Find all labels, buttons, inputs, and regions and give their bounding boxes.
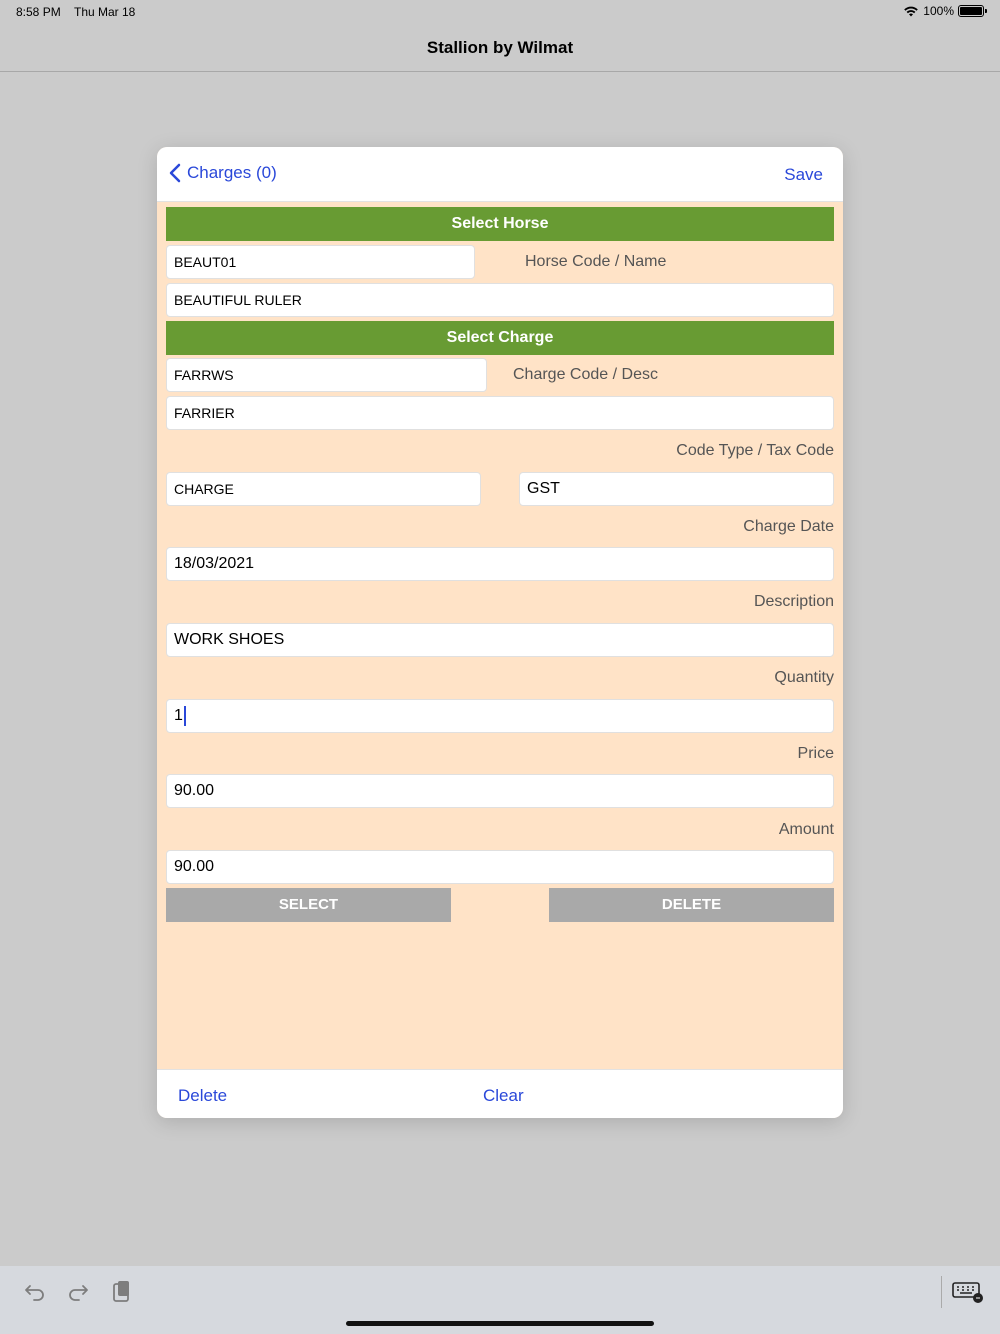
battery-percent: 100% bbox=[923, 4, 954, 18]
code-type-field[interactable]: CHARGE bbox=[166, 472, 481, 506]
wifi-icon bbox=[903, 5, 919, 17]
battery-icon bbox=[958, 5, 984, 17]
horse-code-field[interactable]: BEAUT01 bbox=[166, 245, 475, 279]
price-field[interactable]: 90.00 bbox=[166, 774, 834, 808]
status-bar bbox=[0, 0, 1000, 24]
modal-footer bbox=[157, 1069, 843, 1118]
charge-desc-field[interactable]: FARRIER bbox=[166, 396, 834, 430]
tax-code-field[interactable]: GST bbox=[519, 472, 834, 506]
chevron-left-icon bbox=[169, 163, 181, 183]
price-label: Price bbox=[797, 745, 834, 762]
charge-date-label: Charge Date bbox=[743, 518, 834, 535]
clear-button[interactable]: Clear bbox=[483, 1086, 524, 1105]
save-button[interactable]: Save bbox=[784, 165, 823, 184]
keyboard-icon[interactable] bbox=[952, 1278, 984, 1304]
status-time: 8:58 PM bbox=[16, 5, 61, 19]
quantity-field[interactable] bbox=[166, 699, 834, 733]
charge-code-label: Charge Code / Desc bbox=[513, 366, 658, 383]
select-horse-button[interactable]: Select Horse bbox=[166, 207, 834, 241]
charge-code-field[interactable]: FARRWS bbox=[166, 358, 487, 392]
horse-code-label: Horse Code / Name bbox=[525, 253, 667, 270]
horse-name-field[interactable]: BEAUTIFUL RULER bbox=[166, 283, 834, 317]
amount-label: Amount bbox=[778, 821, 834, 838]
description-field[interactable]: WORK SHOES bbox=[166, 623, 834, 657]
code-type-label: Code Type / Tax Code bbox=[676, 442, 834, 459]
status-indicators bbox=[903, 4, 984, 18]
app-title: Stallion by Wilmat bbox=[426, 38, 574, 57]
select-button[interactable]: SELECT bbox=[166, 888, 451, 922]
redo-icon[interactable] bbox=[65, 1278, 91, 1304]
select-charge-button[interactable]: Select Charge bbox=[166, 321, 834, 355]
back-button-label: Charges (0) bbox=[187, 163, 277, 182]
quantity-value: 1 bbox=[174, 707, 183, 724]
quantity-label: Quantity bbox=[774, 669, 834, 686]
charge-date-field[interactable]: 18/03/2021 bbox=[166, 547, 834, 581]
modal-header bbox=[157, 147, 843, 202]
app-title-bar bbox=[0, 24, 1000, 72]
undo-icon[interactable] bbox=[22, 1278, 48, 1304]
delete-button[interactable]: Delete bbox=[178, 1086, 228, 1105]
charge-modal bbox=[157, 147, 843, 1118]
status-date: Thu Mar 18 bbox=[74, 5, 136, 19]
toolbar-divider bbox=[941, 1276, 942, 1308]
delete-line-button[interactable]: DELETE bbox=[549, 888, 834, 922]
amount-field[interactable]: 90.00 bbox=[166, 850, 834, 884]
description-label: Description bbox=[753, 593, 834, 610]
clipboard-icon[interactable] bbox=[109, 1278, 135, 1304]
home-indicator bbox=[346, 1321, 654, 1326]
text-caret bbox=[184, 706, 186, 726]
back-button[interactable] bbox=[169, 163, 277, 183]
